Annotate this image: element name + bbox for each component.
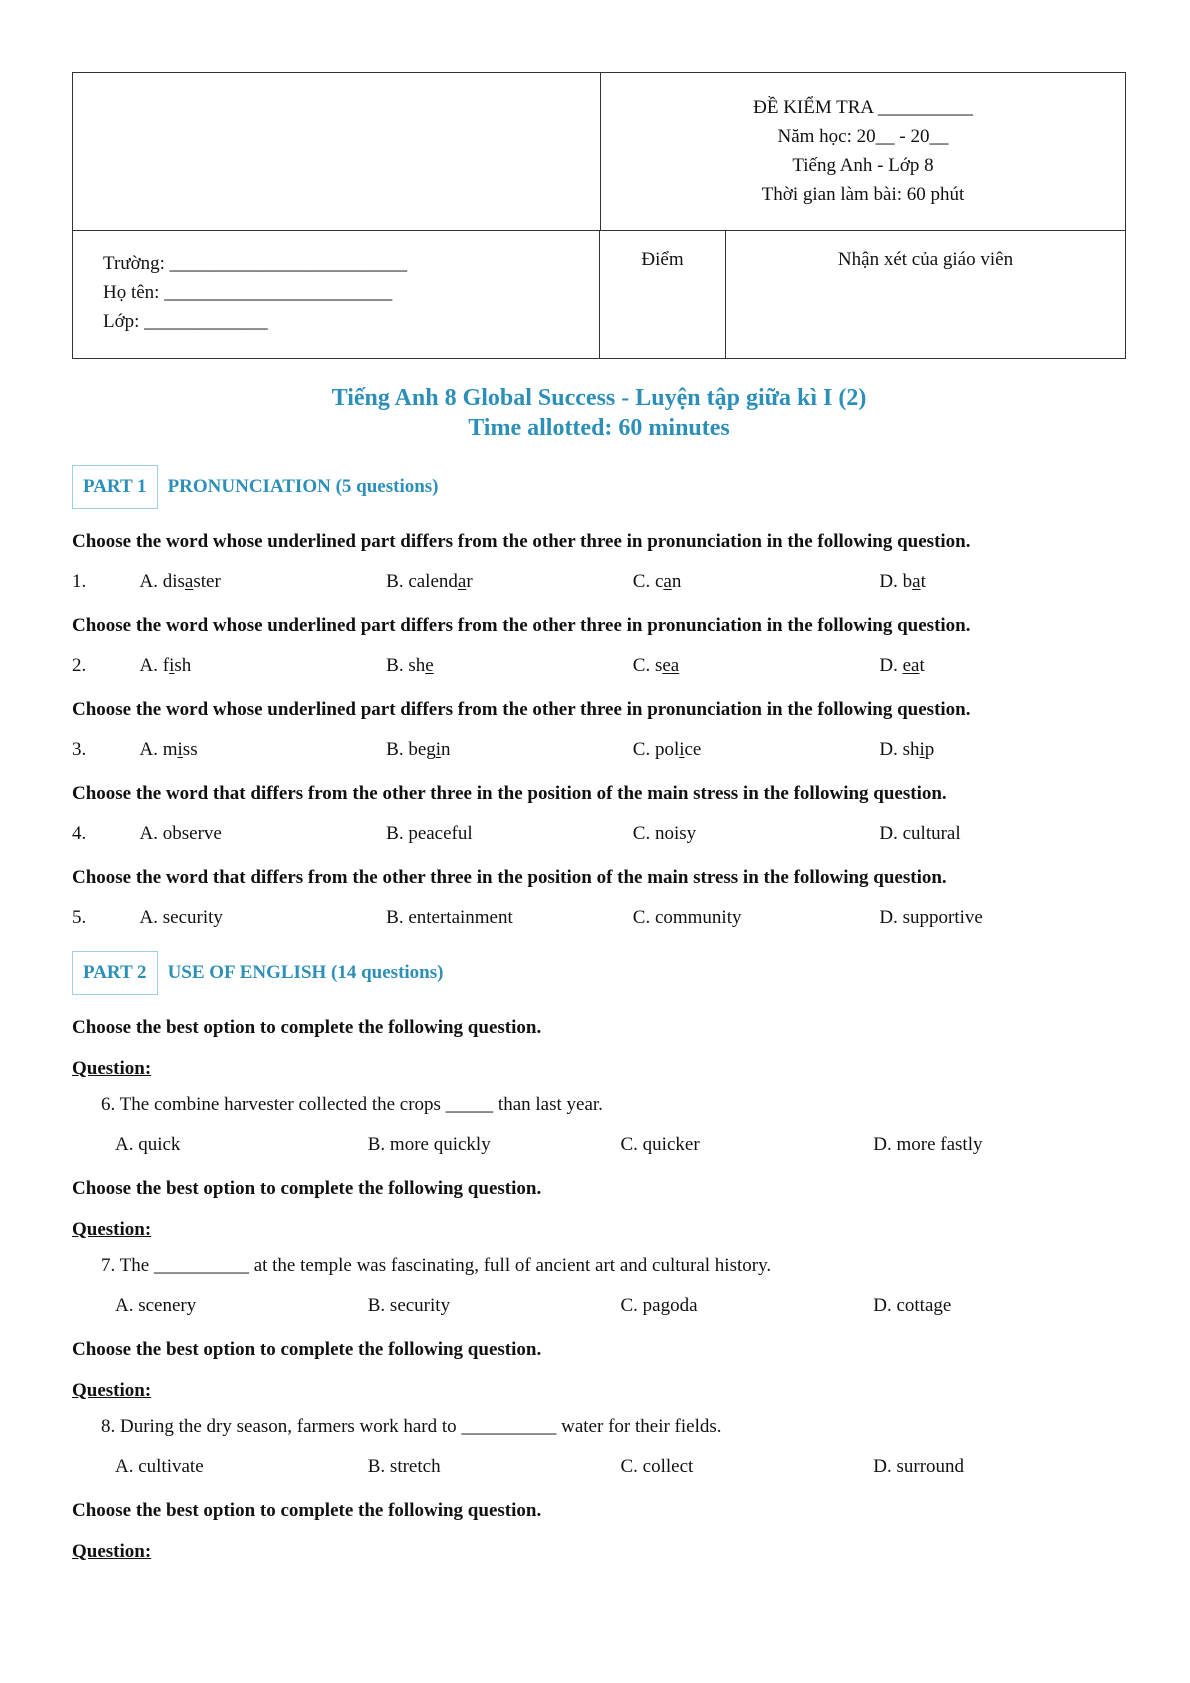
option-text: D. sh — [879, 739, 920, 760]
option-text: sh — [174, 655, 192, 676]
option-text: n — [671, 571, 682, 592]
answer-option[interactable]: A. quick — [115, 1134, 181, 1155]
question-number: 4. — [72, 823, 87, 844]
answer-option[interactable] — [633, 739, 880, 761]
option-text: D. supportive — [879, 907, 983, 928]
option-text: r — [466, 571, 473, 592]
underlined-letters: e — [425, 655, 434, 676]
header-table — [72, 72, 1126, 359]
subject: Tiếng Anh - Lớp 8 — [792, 155, 934, 176]
option-text: D. b — [879, 571, 913, 592]
answer-option[interactable] — [879, 655, 1126, 677]
option-text: t — [919, 655, 925, 676]
option-text: p — [924, 739, 935, 760]
part-2-header — [72, 951, 1126, 995]
exam-info-cell — [601, 73, 1125, 230]
school-year: Năm học: 20__ - 20__ — [777, 126, 949, 147]
instruction: Choose the word whose underlined part differs from the other three in pronunciation in the following question. — [72, 699, 971, 720]
option-text: C. community — [632, 907, 742, 928]
answer-option[interactable] — [140, 655, 387, 677]
answer-option[interactable]: D. cottage — [873, 1295, 952, 1316]
option-text: B. peaceful — [386, 823, 473, 844]
underlined-letters: a — [663, 571, 672, 592]
answer-option[interactable] — [633, 571, 880, 593]
answer-option[interactable]: B. more quickly — [367, 1134, 491, 1155]
option-text: B. sh — [386, 655, 426, 676]
option-text: A. m — [139, 739, 178, 760]
option-text: t — [920, 571, 926, 592]
option-text: A. f — [139, 655, 170, 676]
question-text: 7. The __________ at the temple was fascinating, full of ancient art and cultural history. — [101, 1255, 772, 1276]
underlined-letters: a — [912, 571, 921, 592]
answer-option[interactable] — [633, 823, 880, 845]
answer-option[interactable] — [879, 739, 1126, 761]
exam-title: ĐỀ KIỂM TRA __________ — [753, 97, 973, 118]
part-1-questions — [72, 531, 1126, 929]
answer-option[interactable] — [386, 571, 633, 593]
option-text: ss — [182, 739, 198, 760]
question-label: Question: — [72, 1058, 152, 1079]
part-1-label: PART 1 — [72, 465, 158, 509]
part-2-title: USE OF ENGLISH (14 questions) — [167, 962, 444, 983]
question-options — [72, 1134, 1126, 1156]
option-text: D. — [879, 655, 903, 676]
part-1-header — [72, 465, 1126, 509]
question-row — [72, 571, 1126, 593]
answer-option[interactable]: C. collect — [620, 1456, 694, 1477]
school-field: Trường: _________________________ — [103, 253, 408, 274]
option-text: B. calend — [386, 571, 458, 592]
answer-option[interactable] — [140, 571, 387, 593]
option-text: A. security — [139, 907, 223, 928]
option-text: ce — [684, 739, 702, 760]
document-title — [72, 383, 1126, 443]
part-1-title: PRONUNCIATION (5 questions) — [167, 476, 439, 497]
answer-option[interactable] — [879, 823, 1126, 845]
instruction: Choose the word whose underlined part differs from the other three in pronunciation in the following question. — [72, 615, 971, 636]
question-text: 6. The combine harvester collected the crops _____ than last year. — [101, 1094, 603, 1115]
underlined-letters: ea — [902, 655, 920, 676]
underlined-letters: a — [457, 571, 467, 592]
answer-option[interactable] — [386, 655, 633, 677]
instruction: Choose the best option to complete the following question. — [72, 1178, 542, 1199]
answer-option[interactable]: B. security — [367, 1295, 451, 1316]
answer-option[interactable]: A. cultivate — [115, 1456, 204, 1477]
part-2-label: PART 2 — [72, 951, 158, 995]
option-text: B. beg — [386, 739, 436, 760]
instruction: Choose the best option to complete the following question. — [72, 1017, 542, 1038]
title-line-1: Tiếng Anh 8 Global Success - Luyện tập giữa kì I (2) — [331, 385, 867, 411]
question-label: Question: — [72, 1219, 152, 1240]
instruction: Choose the word that differs from the other three in the position of the main stress in the following question. — [72, 783, 947, 804]
class-field: Lớp: _____________ — [103, 311, 268, 332]
question-options — [72, 1456, 1126, 1478]
answer-option[interactable]: A. scenery — [115, 1295, 197, 1316]
answer-option[interactable]: C. quicker — [620, 1134, 700, 1155]
score-cell: Điểm — [600, 231, 726, 358]
option-text: B. entertainment — [386, 907, 513, 928]
question-number: 5. — [72, 907, 87, 928]
option-text: C. s — [632, 655, 663, 676]
answer-option[interactable] — [140, 823, 387, 845]
question-number: 2. — [72, 655, 87, 676]
question-row — [72, 907, 1126, 929]
answer-option[interactable]: D. more fastly — [873, 1134, 983, 1155]
option-text: D. cultural — [879, 823, 961, 844]
underlined-letters: a — [184, 571, 194, 592]
answer-option[interactable]: D. surround — [873, 1456, 965, 1477]
answer-option[interactable] — [140, 907, 387, 929]
instruction: Choose the best option to complete the following question. — [72, 1500, 542, 1521]
answer-option[interactable]: B. stretch — [367, 1456, 441, 1477]
instruction: Choose the word whose underlined part differs from the other three in pronunciation in the following question. — [72, 531, 971, 552]
answer-option[interactable] — [879, 907, 1126, 929]
question-row — [72, 823, 1126, 845]
title-line-2: Time allotted: 60 minutes — [468, 415, 730, 441]
instruction: Choose the best option to complete the following question. — [72, 1339, 542, 1360]
answer-option[interactable] — [386, 907, 633, 929]
underlined-letters: i — [435, 739, 442, 760]
question-number: 3. — [72, 739, 87, 760]
part-2-questions — [72, 1017, 1126, 1478]
duration: Thời gian làm bài: 60 phút — [761, 184, 965, 205]
question-text: 8. During the dry season, farmers work hard to __________ water for their fields. — [101, 1416, 722, 1437]
underlined-letters: i — [169, 655, 175, 676]
option-text: C. pol — [632, 739, 680, 760]
question-row — [72, 739, 1126, 761]
question-label: Question: — [72, 1380, 152, 1401]
header-blank-cell — [73, 73, 601, 230]
option-text: C. c — [632, 571, 664, 592]
underlined-letters: i — [177, 739, 183, 760]
teacher-comment-cell: Nhận xét của giáo viên — [837, 249, 1014, 270]
underlined-letters: i — [679, 739, 685, 760]
option-text: A. dis — [139, 571, 185, 592]
answer-option[interactable] — [633, 655, 880, 677]
option-text: A. observe — [139, 823, 222, 844]
option-text: ster — [193, 571, 221, 592]
answer-option[interactable] — [386, 739, 633, 761]
underlined-letters: ea — [662, 655, 680, 676]
instruction: Choose the word that differs from the other three in the position of the main stress in the following question. — [72, 867, 947, 888]
question-row — [72, 655, 1126, 677]
student-info-cell — [73, 231, 600, 358]
exam-page — [72, 72, 1126, 1563]
name-field: Họ tên: ________________________ — [103, 282, 393, 303]
option-text: n — [441, 739, 451, 760]
question-label: Question: — [72, 1541, 152, 1562]
underlined-letters: i — [919, 739, 925, 760]
question-number: 1. — [72, 571, 87, 592]
answer-option[interactable]: C. pagoda — [620, 1295, 698, 1316]
question-options — [72, 1295, 1126, 1317]
answer-option[interactable] — [140, 739, 387, 761]
answer-option[interactable] — [386, 823, 633, 845]
answer-option[interactable] — [879, 571, 1126, 593]
option-text: C. noisy — [632, 823, 697, 844]
answer-option[interactable] — [633, 907, 880, 929]
